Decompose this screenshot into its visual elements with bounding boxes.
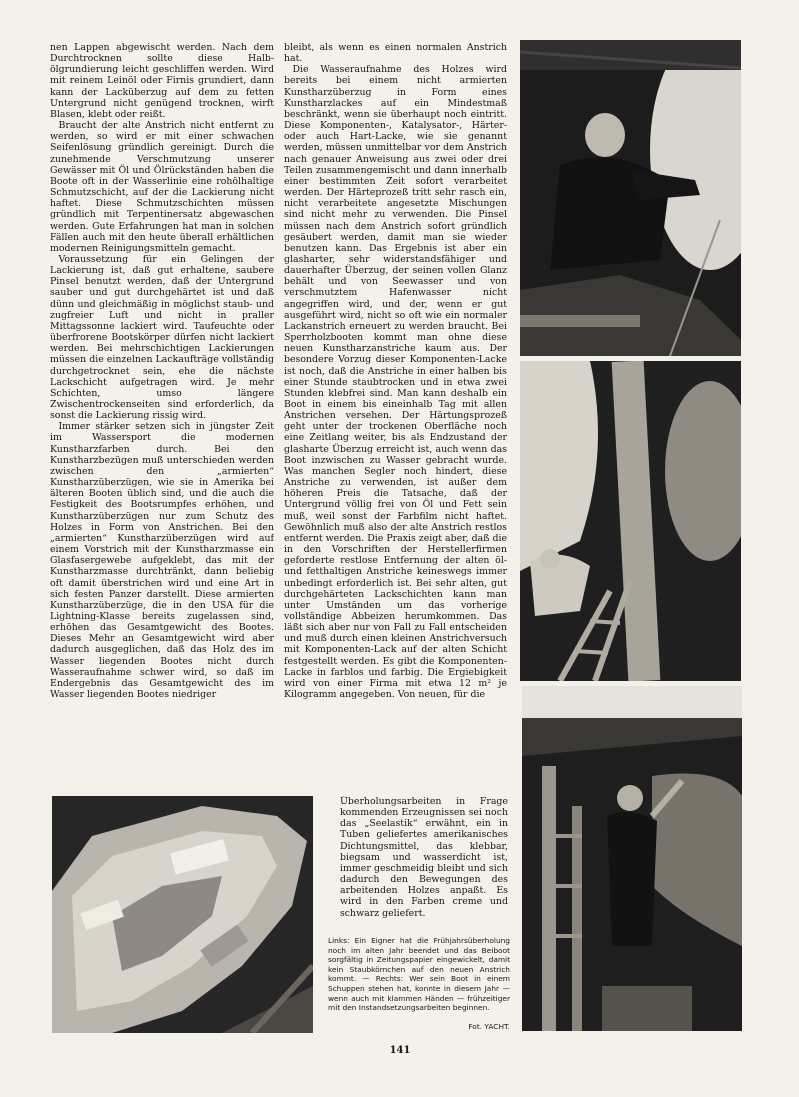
article-column-2-continued <box>340 796 508 924</box>
paragraph: nen Lappen abgewischt werden. Nach dem Durchtrocknen sollte diese Halb-ölgrundierung leicht geschliffen werden. Wird mit reinem Leinöl oder Firnis grundiert, dann kann der Lacküberzug auf dem zu fetten Untergrund nicht genügend trocknen, wirft Blasen, klebt oder reißt. <box>50 42 274 120</box>
paragraph: Überholungsarbeiten in Frage kommenden Erzeugnissen sei noch das „Seelastik“ erwähnt, ein in Tuben geliefertes amerikanisches Dichtungsmittel, das klebbar, biegsam und wasserdicht ist, immer geschmeidig bleibt und sich dadurch den Bewegungen des arbeitenden Holzes anpaßt. Es wird in den Farben creme und schwarz geliefert. <box>340 796 508 919</box>
page-number: 141 <box>389 1045 411 1056</box>
paragraph: bleibt, als wenn es einen normalen Anstrich hat. <box>284 42 507 65</box>
photo-caption: Links: Ein Eigner hat die Frühjahrsüberholung noch im alten Jahr beendet und das Beiboot sorgfältig in Zeitungspapier eingewickelt, damit kein Staubkörnchen auf den neuen Anstrich kommt. — Rechts: Wer sein Boot in einem Schuppen stehen hat, konnte in diesem Jahr — wenn auch mit klammen Händen — frühzeitiger mit den Instandsetzungsarbeiten beginnen. <box>328 936 510 1013</box>
photo-credit: Fot. YACHT. <box>468 1022 510 1031</box>
photo-man-painting-hull <box>520 40 741 356</box>
paragraph: Braucht der alte Anstrich nicht entfernt zu werden, so wird er mit einer schwachen Seifenlösung gründlich gereinigt. Durch die zunehmende Verschmutzung unserer Gewässer mit Öl und Ölrückständen haben die Boote oft in der Wasserlinie eine rohölhaltige Schmutzschicht, auf der die Lackierung nicht haftet. Diese Schmutzschichten müssen gründlich mit Terpentinersatz abgewaschen werden. Gute Erfahrungen hat man in solchen Fällen auch mit den heute überall erhältlichen modernen Reinigungsmitteln gemacht. <box>50 120 274 254</box>
paragraph: Die Wasseraufnahme des Holzes wird bereits bei einem nicht armierten Kunstharzüberzug in Form eines Kunstharzlackes auf ein Mindestmaß beschränkt, wenn sie überhaupt noch eintritt. Diese Komponenten-, Katalysator-, Härter- oder auch Hart-Lacke, wie sie genannt werden, müssen unmittelbar vor dem Anstrich nach genauer Anweisung aus zwei oder drei Teilen zusammengemischt und dann innerhalb einer bestimmten Zeit sofort verarbeitet werden. Der Härteprozeß tritt sehr rasch ein, nicht verarbeitete angesetzte Mischungen sind nicht mehr zu verwenden. Die Pinsel müssen nach dem Anstrich sofort gründlich gesäubert werden, damit man sie wieder benutzen kann. Das Ergebnis ist aber ein glasharter, sehr widerstandsfähiger und dauerhafter Überzug, der seinen vollen Glanz behält und von Seewasser und von verschmutztem Hafenwasser nicht angegriffen wird, und der, wenn er gut ausgeführt wird, nicht so oft wie ein normaler Lackanstrich erneuert zu werden braucht. Bei Sperrholzbooten kommt man ohne diese neuen Kunstharzanstriche kaum aus. Der besondere Vorzug dieser Komponenten-Lacke ist noch, daß die Anstriche in einer halben bis einer Stunde staubtrocken und in etwa zwei Stunden klebfrei sind. Man kann deshalb ein Boot in einem bis eineinhalb Tag mit allen Anstrichen versehen. Der Härtungsprozeß geht unter der trockenen Oberfläche noch eine Zeitlang weiter, bis als Endzustand der glasharte Überzug erreicht ist, auch wenn das Boot inzwischen zu Wasser gebracht wurde. Was manchen Segler noch hindert, diese Anstriche zu verwenden, ist außer dem höheren Preis die Tatsache, daß der Untergrund völlig frei von Öl und Fett sein muß, weil sonst der Farbfilm nicht haftet. Gewöhnlich muß also der alte Anstrich restlos entfernt werden. Die Praxis zeigt aber, daß die in den Vorschriften der Herstellerfirmen geforderte restlose Entfernung der alten öl- und fetthaltigen Anstriche keineswegs immer unbedingt erforderlich ist. Bei sehr alten, gut durchgehärteten Lackschichten kann man unter Umständen um das vorherige vollständige Abbeizen herumkommen. Das läßt sich aber nur von Fall zu Fall entscheiden und muß durch einen kleinen Anstrichversuch mit Komponenten-Lack auf der alten Schicht festgestellt werden. Es gibt die Komponenten-Lacke in farblos und farbig. Die Ergiebigkeit wird von einer Firma mit etwa 12 m² je Kilogramm angegeben. Von neuen, für die <box>284 64 507 701</box>
article-column-1 <box>50 42 274 784</box>
photo-dinghy-in-newspaper <box>52 796 313 1033</box>
paragraph: Voraussetzung für ein Gelingen der Lackierung ist, daß gut erhaltene, saubere Pinsel benutzt werden, daß der Untergrund sauber und gut durchgehärtet ist und daß dünn und gleichmäßig in möglichst staub- und zugfreier Luft und nicht in praller Mittagssonne lackiert wird. Taufeuchte oder überfrorene Bootskörper dürfen nicht lackiert werden. Bei mehrschichtigen Lackierungen müssen die einzelnen Lackaufträge vollständig durchgetrocknet sein, ehe die nächste Lackschicht aufgetragen wird. Je mehr Schichten, umso längere Zwischentrockenseiten sind erforderlich, da sonst die Lackierung rissig wird. <box>50 253 274 422</box>
photo-ladder-under-hull <box>520 361 741 681</box>
photo-boat-shed-workers <box>522 686 742 1031</box>
paragraph: Immer stärker setzen sich in jüngster Zeit im Wassersport die modernen Kunstharzfarben durch. Bei den Kunstharzbezügen muß unterschieden werden zwischen den „armierten“ Kunstharzüberzügen, wie sie in Amerika bei älteren Booten üblich sind, und die auch die Festigkeit des Bootsrumpfes erhöhen, und Kunstharzüberzügen nur zum Schutz des Holzes in Form von Anstrichen. Bei den „armierten“ Kunstharzüberzügen wird auf einem Vorstrich mit der Kunstharzmasse ein Glasfasergewebe aufgeklebt, das mit der Kunstharzmasse durchtränkt, dann beliebig oft damit überstrichen wird und eine Art in sich festen Panzer darstellt. Diese armierten Kunstharzüberzüge, die in den USA für die Lightning-Klasse bereits zugelassen sind, erhöhen das Gesamtgewicht des Bootes. Dieses Mehr an Gesamtgewicht wird aber dadurch ausgeglichen, daß das Holz des im Wasser liegenden Bootes nicht durch Wasseraufnahme schwer wird, so daß im Endergebnis das Gesamtgewicht des im Wasser liegenden Bootes niedriger <box>50 421 274 701</box>
article-column-2 <box>284 42 507 840</box>
